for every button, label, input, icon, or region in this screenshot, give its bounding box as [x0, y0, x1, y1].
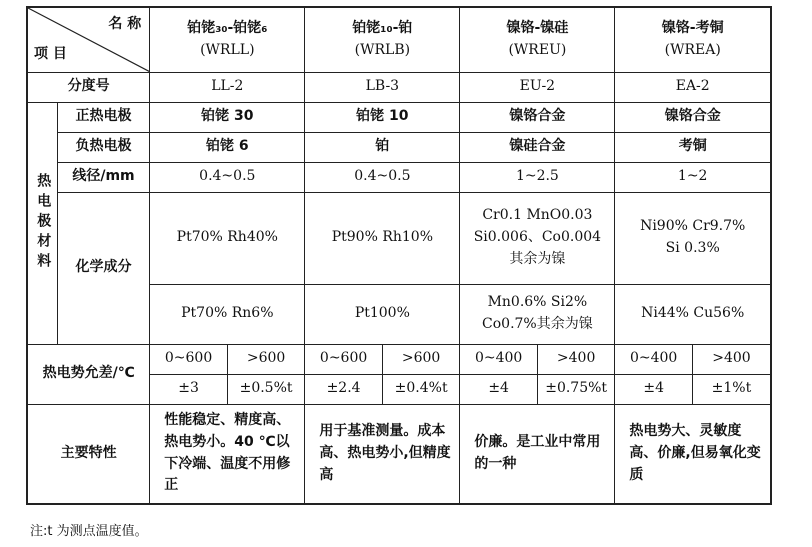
- diameter-value: 1~2.5: [460, 162, 615, 192]
- graduation-label: 分度号: [27, 72, 150, 102]
- column-name: 铂铑₁₀-铂: [352, 20, 413, 37]
- negative-electrode-value: 镍硅合金: [460, 132, 615, 162]
- electrode-group-label: 热电极材料: [27, 102, 57, 344]
- positive-electrode-value: 铂铑 30: [150, 102, 305, 132]
- chemical-negative-value: Mn0.6% Si2% Co0.7%其余为镍: [460, 284, 615, 344]
- column-name: 镍铬-镍硅: [506, 20, 569, 37]
- diameter-value: 0.4~0.5: [305, 162, 460, 192]
- header-col-wrea: [615, 7, 771, 72]
- chemical-negative-value: Pt70% Rn6%: [150, 284, 305, 344]
- chemical-positive-row: [27, 192, 771, 284]
- header-col-wreu: [460, 7, 615, 72]
- positive-electrode-row: [27, 102, 771, 132]
- graduation-value: EU-2: [460, 72, 615, 102]
- negative-electrode-value: 铂铑 6: [150, 132, 305, 162]
- header-col-wrll: [150, 7, 305, 72]
- tolerance-range: >400: [537, 344, 615, 374]
- tolerance-value: ±0.75%t: [537, 374, 615, 404]
- tolerance-range: 0~400: [460, 344, 538, 374]
- chemical-negative-value: Pt100%: [305, 284, 460, 344]
- tolerance-value: ±2.4: [305, 374, 383, 404]
- tolerance-range: 0~600: [150, 344, 228, 374]
- graduation-row: [27, 72, 771, 102]
- diameter-value: 1~2: [615, 162, 771, 192]
- column-code: (WREU): [508, 41, 567, 58]
- column-name: 镍铬-考铜: [661, 20, 724, 37]
- tolerance-range-row: [27, 344, 771, 374]
- column-name: 铂铑₃₀-铂铑₆: [187, 20, 268, 37]
- header-diagonal-cell: [27, 7, 150, 72]
- features-value: 价廉。是工业中常用的一种: [460, 404, 615, 504]
- chemical-positive-value: Ni90% Cr9.7% Si 0.3%: [615, 192, 771, 284]
- chemical-positive-value: Pt70% Rh40%: [150, 192, 305, 284]
- features-value: 性能稳定、精度高、热电势小。40 ℃以下冷端、温度不用修正: [150, 404, 305, 504]
- negative-electrode-value: 考铜: [615, 132, 771, 162]
- diameter-value: 0.4~0.5: [150, 162, 305, 192]
- thermocouple-spec-table: [26, 6, 772, 505]
- header-col-wrlb: [305, 7, 460, 72]
- graduation-value: LL-2: [150, 72, 305, 102]
- positive-electrode-value: 镍铬合金: [460, 102, 615, 132]
- tolerance-range: >600: [382, 344, 460, 374]
- diameter-row: [27, 162, 771, 192]
- column-code: (WRLL): [200, 41, 255, 58]
- tolerance-value: ±4: [615, 374, 693, 404]
- diameter-label: 线径/mm: [57, 162, 150, 192]
- header-row: [27, 7, 771, 72]
- header-item-label: 项 目: [34, 45, 67, 62]
- graduation-value: EA-2: [615, 72, 771, 102]
- negative-electrode-row: [27, 132, 771, 162]
- chemical-positive-value: Pt90% Rh10%: [305, 192, 460, 284]
- footnote: 注:t 为测点温度值。: [30, 524, 148, 539]
- tolerance-value: ±1%t: [692, 374, 771, 404]
- features-label: 主要特性: [27, 404, 150, 504]
- positive-electrode-value: 镍铬合金: [615, 102, 771, 132]
- tolerance-value: ±4: [460, 374, 538, 404]
- tolerance-value: ±3: [150, 374, 228, 404]
- tolerance-label: 热电势允差/℃: [27, 344, 150, 404]
- tolerance-value: ±0.4%t: [382, 374, 460, 404]
- negative-electrode-label: 负热电极: [57, 132, 150, 162]
- graduation-value: LB-3: [305, 72, 460, 102]
- features-value: 热电势大、灵敏度高、价廉,但易氧化变质: [615, 404, 771, 504]
- positive-electrode-label: 正热电极: [57, 102, 150, 132]
- chemical-label: 化学成分: [57, 192, 150, 344]
- tolerance-range: 0~600: [305, 344, 383, 374]
- column-code: (WREA): [664, 41, 721, 58]
- positive-electrode-value: 铂铑 10: [305, 102, 460, 132]
- tolerance-range: >400: [692, 344, 771, 374]
- header-name-label: 名 称: [108, 16, 142, 32]
- chemical-positive-value: Cr0.1 MnO0.03 Si0.006、Co0.004 其余为镍: [460, 192, 615, 284]
- tolerance-value: ±0.5%t: [227, 374, 305, 404]
- features-row: [27, 404, 771, 504]
- chemical-negative-value: Ni44% Cu56%: [615, 284, 771, 344]
- tolerance-range: >600: [227, 344, 305, 374]
- tolerance-range: 0~400: [615, 344, 693, 374]
- negative-electrode-value: 铂: [305, 132, 460, 162]
- column-code: (WRLB): [354, 41, 411, 58]
- features-value: 用于基准测量。成本高、热电势小,但精度高: [305, 404, 460, 504]
